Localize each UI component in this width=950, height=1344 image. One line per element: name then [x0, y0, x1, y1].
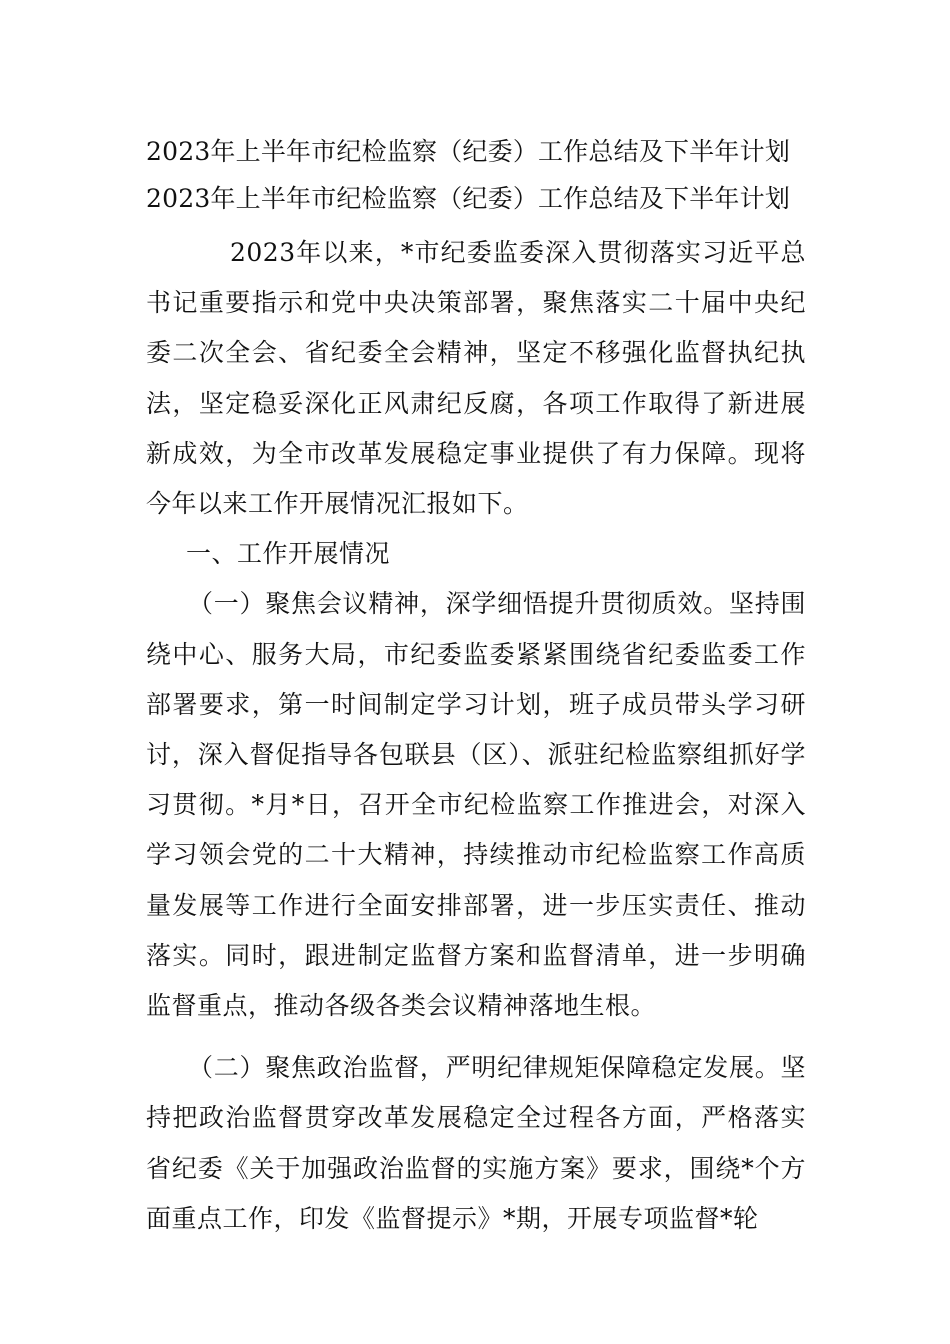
document-body: [146, 228, 806, 1244]
paragraph-item-1: （一）聚焦会议精神，深学细悟提升贯彻质效。坚持围绕中心、服务大局，市纪委监委紧紧围绕省纪委监委工作部署要求，第一时间制定学习计划，班子成员带头学习研讨，深入督促指导各包联县（区）、派驻纪检监察组抓好学习贯彻。*月*日，召开全市纪检监察工作推进会，对深入学习领会党的二十大精神，持续推动市纪检监察工作高质量发展等工作进行全面安排部署，进一步压实责任、推动落实。同时，跟进制定监督方案和监督清单，进一步明确监督重点，推动各级各类会议精神落地生根。: [146, 589, 806, 1021]
document-title-line-1: 2023年上半年市纪检监察（纪委）工作总结及下半年计划: [146, 137, 791, 166]
paragraph-intro: 2023年以来，*市纪委监委深入贯彻落实习近平总书记重要指示和党中央决策部署，聚焦落实二十届中央纪委二次全会、省纪委全会精神，坚定不移强化监督执纪执法，坚定稳妥深化正风肃纪反腐，各项工作取得了新进展新成效，为全市改革发展稳定事业提供了有力保障。现将今年以来工作开展情况汇报如下。: [146, 238, 806, 519]
paragraph-item-2: （二）聚焦政治监督，严明纪律规矩保障稳定发展。坚持把政治监督贯穿改革发展稳定全过程各方面，严格落实省纪委《关于加强政治监督的实施方案》要求，围绕*个方面重点工作，印发《监督提示》*期，开展专项监督*轮: [146, 1053, 806, 1233]
section-heading: 一、工作开展情况: [186, 539, 391, 569]
document-title-line-2: 2023年上半年市纪检监察（纪委）工作总结及下半年计划: [146, 184, 791, 213]
